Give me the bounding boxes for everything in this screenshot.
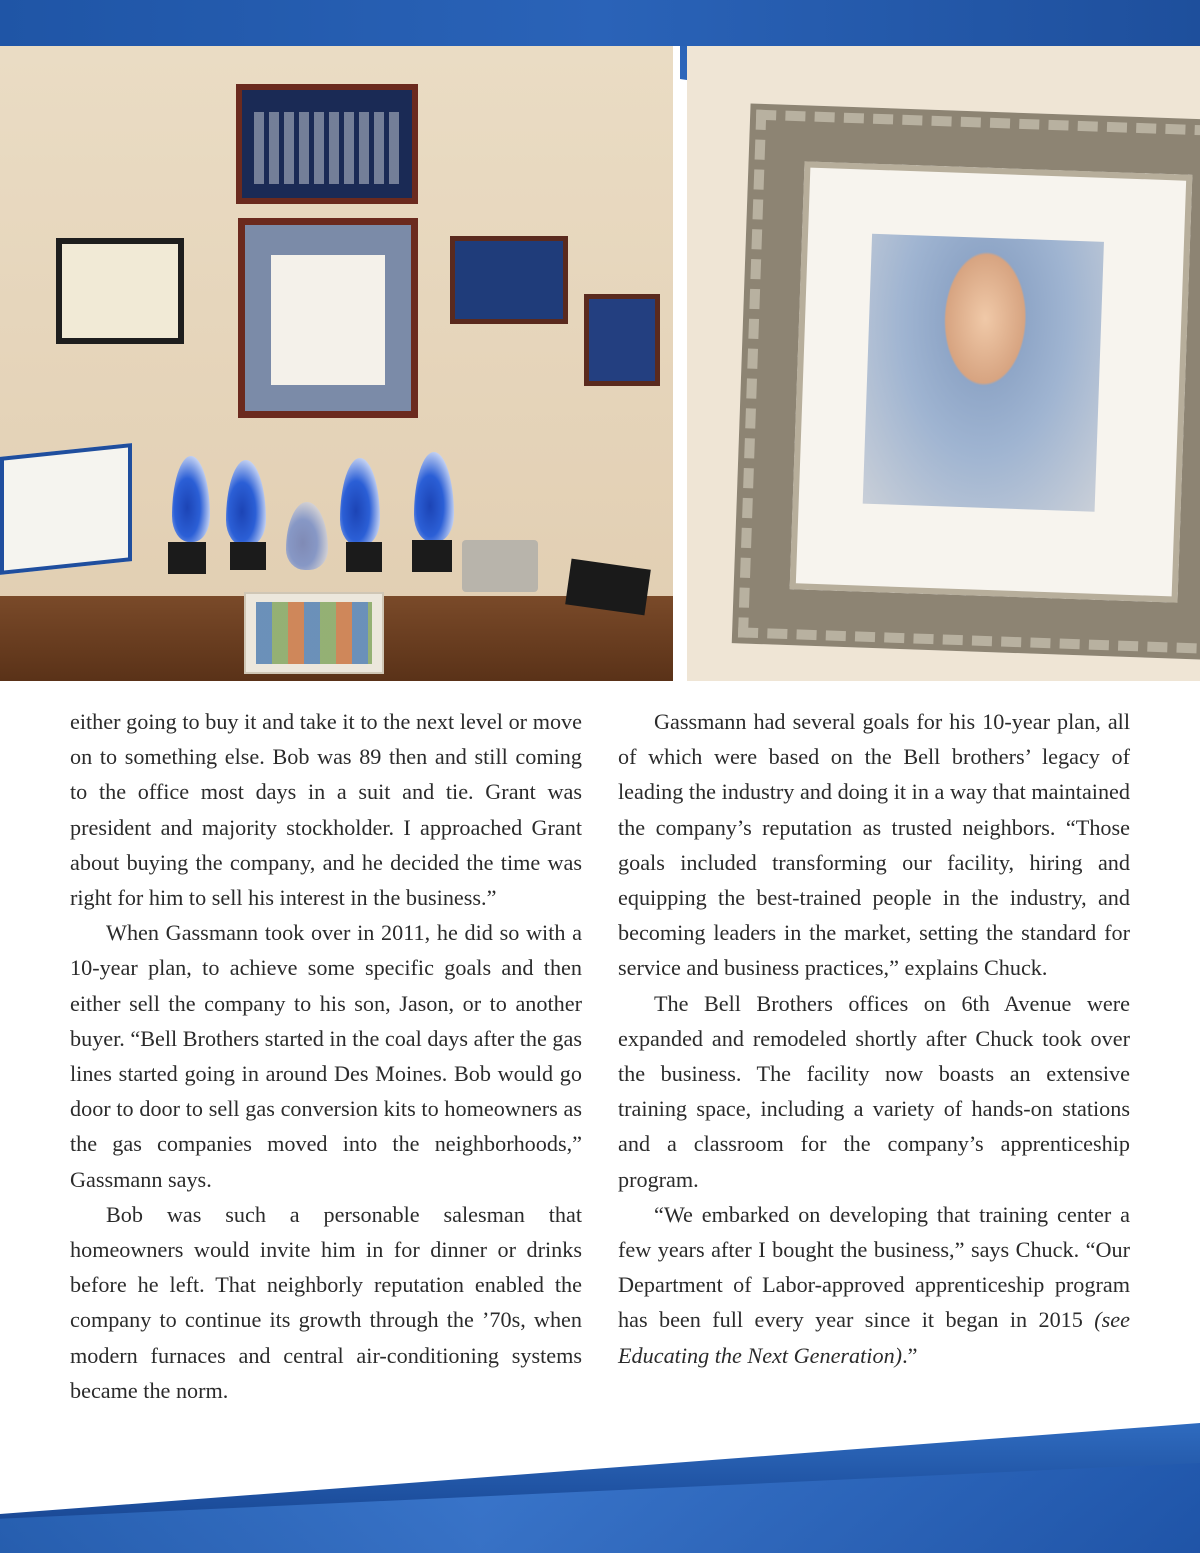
trophy-base-2 [230,542,266,570]
cross-reference: (see Educating the Next Generation) [618,1307,1130,1368]
weathermakers-book [244,592,384,674]
bob-bell-portrait [863,234,1104,512]
ornate-silver-frame [732,103,1200,660]
bob-bell-hall-of-fame-frame [238,218,418,418]
trophy-base-1 [168,542,206,574]
paragraph-tail: .” [902,1342,918,1368]
top-blue-band [0,0,1200,46]
paragraph: either going to buy it and take it to the next level or move on to something else. Bob was 89 then and still coming to the office most days in a suit and tie. Grant was president and majority stockholder. I approached Grant about buying the company, and he decided the time was right for him to sell his interest in the business.” [70,709,582,911]
paragraph: The Bell Brothers offices on 6th Avenue were expanded and remodeled shortly after Chuck took over the business. The facility now boasts an extensive training space, including a variety of hands-on stations and a classroom for the company’s apprenticeship program. [618,990,1130,1192]
small-award-plaque [584,294,660,386]
trophy-base-3 [346,542,382,572]
paragraph: Bob was such a personable salesman that homeowners would invite him in for dinner or drinks before he left. That neighborly reputation enabled the company to continue its growth through the ’70s, when modern furnaces and central air-conditioning systems became the norm. [70,1201,582,1403]
paragraph-text: “We embarked on developing that training center a few years after I bought the business,” says Chuck. “Our Department of Labor-approved apprenticeship program has been full every year since it began in 2015 [618,1201,1130,1333]
platinum-oval-award-plaque [450,236,568,324]
paragraph: When Gassmann took over in 2011, he did so with a 10-year plan, to achieve some specific goals and then either sell the company to his son, Jason, or to another buyer. “Bell Brothers started in the coal days after the gas lines started going in around Des Moines. Bob would go door to door to sell gas conversion kits to homeowners as the gas companies moved into the neighborhoods,” Gassmann says. [70,920,582,1192]
metal-tin-box [462,540,538,592]
article-column-left [70,704,582,1408]
office-awards-photo [0,46,673,681]
dealer-certificate-frame [56,238,184,344]
portrait-photo [687,46,1200,681]
paragraph-with-reference [618,1197,1130,1373]
paragraph: Gassmann had several goals for his 10-year plan, all of which were based on the Bell brothers’ legacy of leading the industry and doing it in a way that maintained the company’s reputation as trusted neighbors. “Those goals included transforming our facility, hiring and equipping the best-trained people in the industry, and becoming leaders in the market, setting the standard for service and business practices,” explains Chuck. [618,709,1130,981]
article-column-right [618,704,1130,1373]
trophy-base-4 [412,540,452,572]
hall-of-fame-plaque [236,84,418,204]
accreditation-certificate [0,443,132,575]
